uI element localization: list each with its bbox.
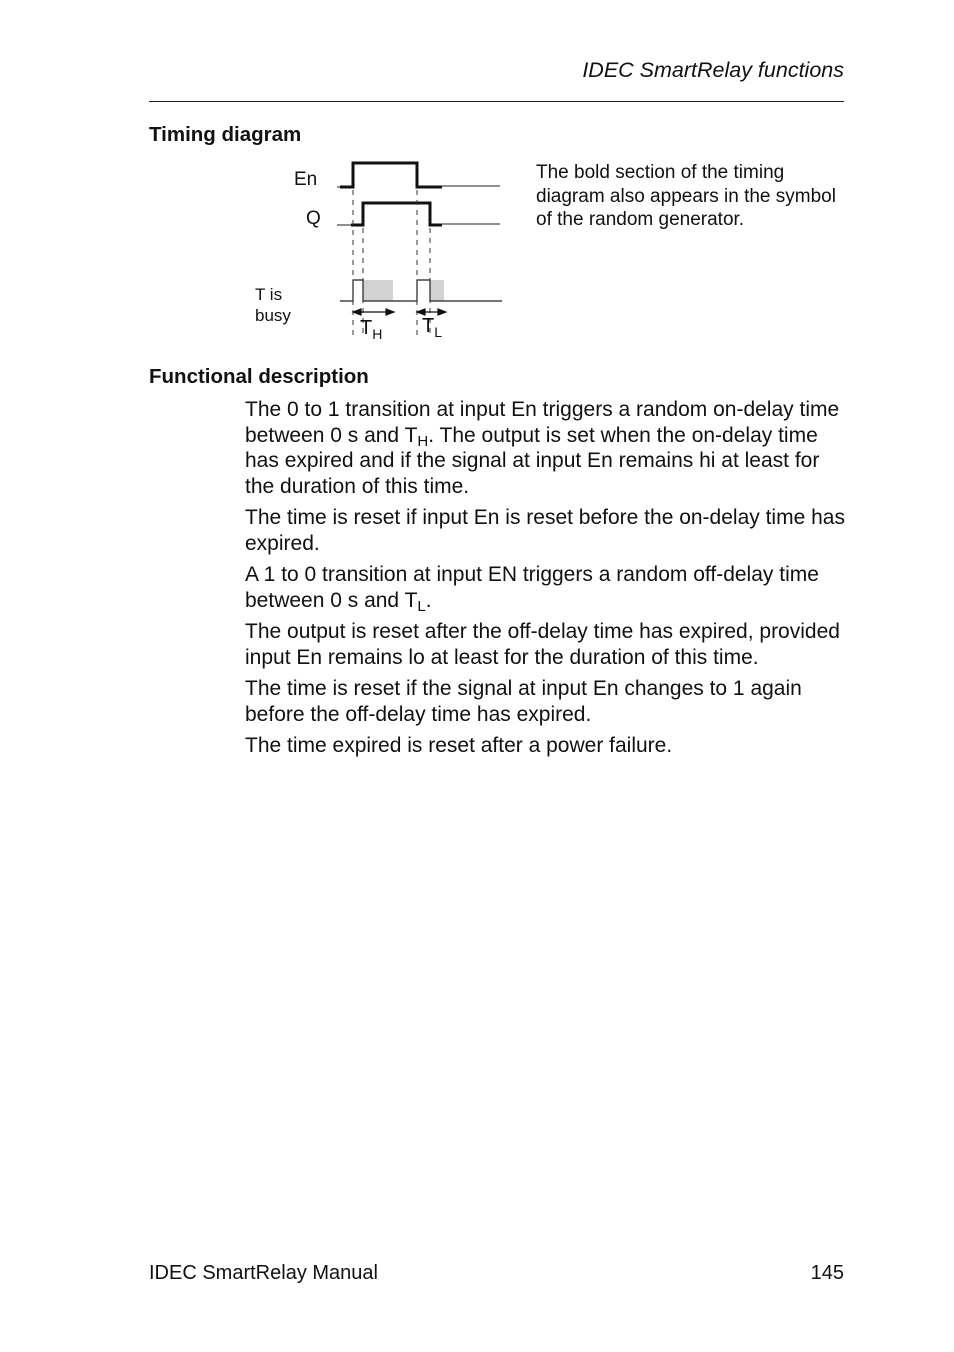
- paragraph-on-delay: The 0 to 1 transition at input En triggers a random on-delay time between 0 s and $T_H$. The output is set when the on-delay time has expired and if the signal at input En remains hi at least for the duration of this time.: [245, 398, 840, 498]
- th-label: $T_H$: [360, 317, 383, 342]
- functional-description-heading: Functional description: [149, 365, 369, 388]
- t-busy-label-line2: busy: [255, 306, 291, 325]
- tl-label: $T_L$: [422, 315, 443, 340]
- q-waveform: [337, 203, 500, 225]
- paragraph-off-delay: A 1 to 0 transition at input EN triggers a random off-delay time between 0 s and $T_L$.: [245, 563, 819, 615]
- signal-q-label: Q: [306, 208, 321, 229]
- paragraph-power-failure: The time expired is reset after a power failure.: [245, 734, 673, 757]
- footer-page-number: 145: [810, 1262, 844, 1284]
- paragraph-reset-on-delay: The time is reset if input En is reset before the on-delay time has expired.: [245, 506, 845, 555]
- diagram-note: The bold section of the timing diagram also appears in the symbol of the random generator.: [536, 162, 836, 230]
- signal-en-label: En: [294, 169, 318, 190]
- t-busy-waveform: [340, 280, 502, 301]
- running-header: IDEC SmartRelay functions: [582, 58, 844, 82]
- th-arrow-icon: [353, 309, 394, 315]
- paragraph-output-reset: The output is reset after the off-delay time has expired, provided input En remains lo at least for the duration of this time.: [245, 620, 840, 669]
- footer-manual-title: IDEC SmartRelay Manual: [149, 1262, 378, 1284]
- functional-description-body: [245, 397, 845, 765]
- paragraph-reset-off-delay: The time is reset if the signal at input En changes to 1 again before the off-delay time has expired.: [245, 677, 802, 726]
- en-waveform: [337, 163, 500, 187]
- header-rule: [149, 101, 844, 102]
- t-busy-label-line1: T is: [255, 285, 283, 304]
- timing-diagram: [240, 150, 520, 355]
- timing-diagram-heading: Timing diagram: [149, 123, 302, 146]
